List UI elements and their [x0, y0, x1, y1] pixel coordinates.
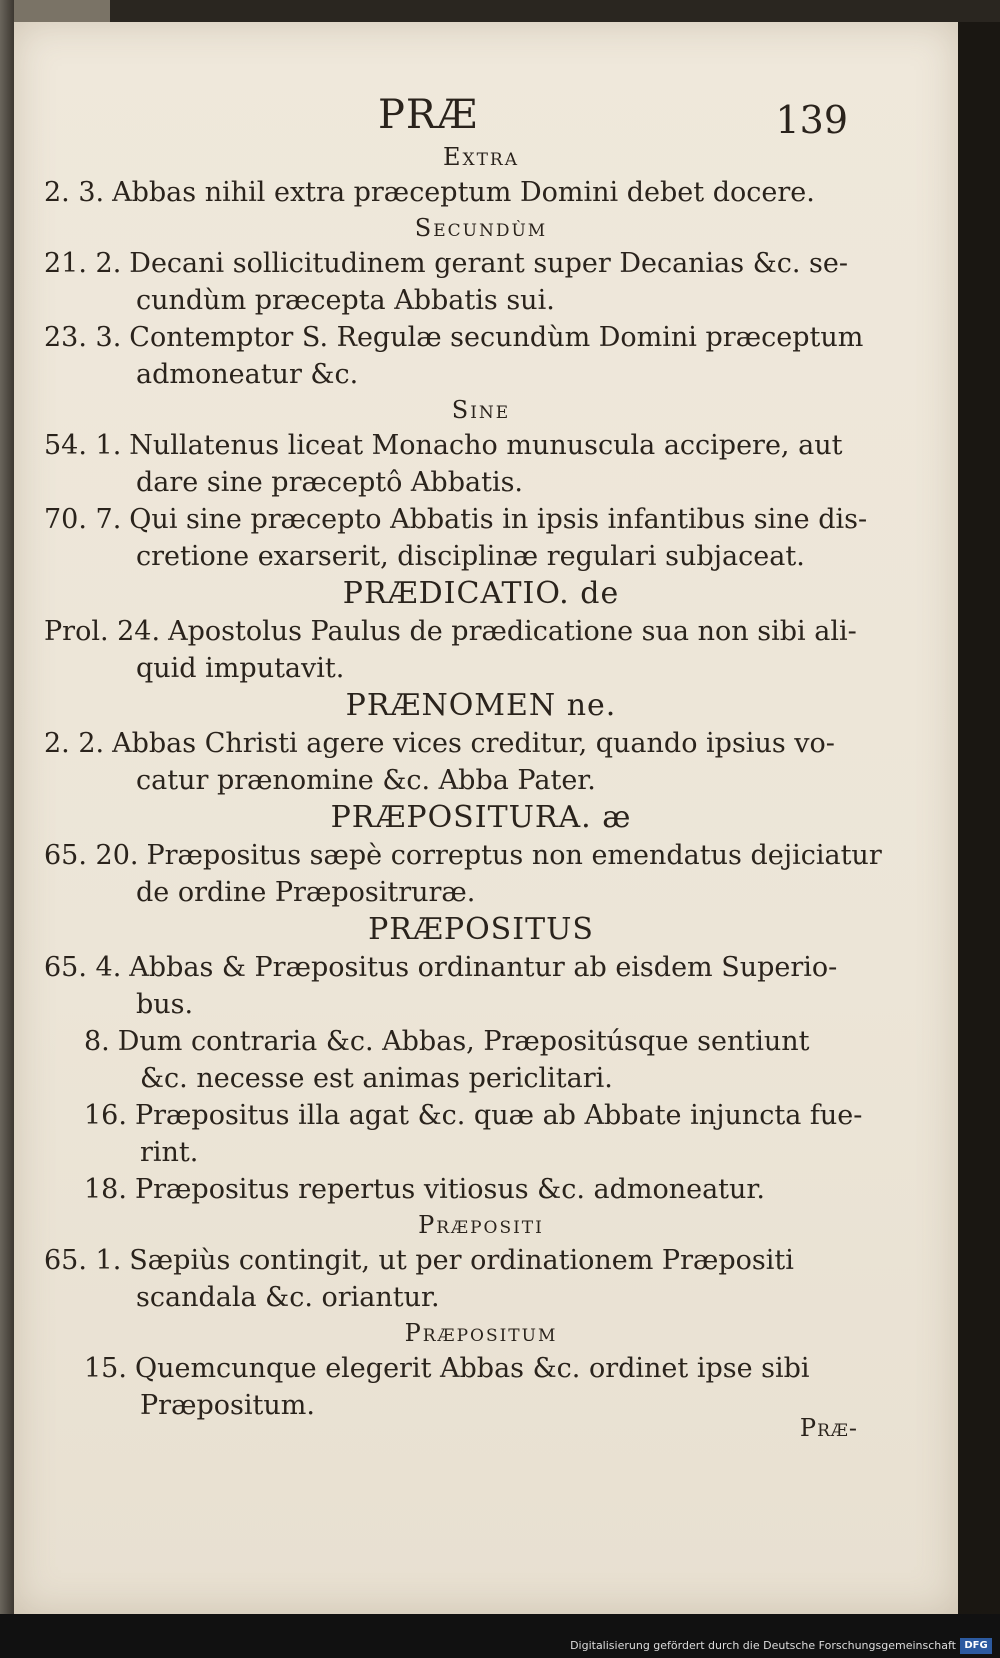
index-entry — [44, 1350, 878, 1424]
index-entry — [44, 319, 878, 393]
entry-text: Contemptor S. Regulæ secundùm Domini præceptum — [129, 322, 864, 353]
entry-text: Præpositus illa agat &c. quæ ab Abbate injuncta fue- — [134, 1100, 863, 1131]
entry-line — [44, 837, 882, 874]
entry-reference: 54. 1. — [44, 430, 122, 461]
section-heading: PRÆPOSITUS — [368, 912, 594, 947]
entry-continuation: Præpositum. — [140, 1390, 315, 1421]
section-heading: Sine — [451, 396, 511, 424]
section-heading: Præpositi — [418, 1211, 544, 1239]
index-content — [44, 140, 882, 1424]
dfg-logo: DFG — [960, 1638, 992, 1654]
entry-continuation: quid imputavit. — [136, 653, 345, 684]
entry-continuation: dare sine præceptô Abbatis. — [136, 467, 524, 498]
entry-line — [44, 1097, 878, 1134]
index-entry — [44, 949, 878, 1023]
entry-reference: 23. 3. — [44, 322, 122, 353]
index-entry — [44, 1171, 878, 1208]
entry-line — [44, 725, 878, 762]
footer-credit: Digitalisierung gefördert durch die Deutsche Forschungsgemeinschaft — [570, 1639, 956, 1652]
running-head: PRÆ — [378, 92, 479, 138]
entry-reference: Prol. 24. — [44, 616, 161, 647]
entry-line — [44, 427, 878, 464]
entry-text: Abbas & Præpositus ordinantur ab eisdem Superio- — [129, 952, 838, 983]
index-entry — [44, 501, 878, 575]
entry-text: Præpositus sæpè correptus non emendatus dejiciatur — [146, 840, 882, 871]
entry-text: Dum contraria &c. Abbas, Præpositúsque sentiunt — [117, 1026, 810, 1057]
entry-continuation: catur prænomine &c. Abba Pater. — [136, 765, 596, 796]
section-heading: PRÆNOMEN ne. — [345, 688, 617, 723]
entry-continuation: &c. necesse est animas periclitari. — [140, 1063, 613, 1094]
entry-reference: 2. 2. — [44, 728, 105, 759]
entry-reference: 15. — [84, 1353, 127, 1384]
entry-line — [44, 1242, 878, 1279]
index-entry — [44, 837, 882, 911]
entry-reference: 2. 3. — [44, 177, 105, 208]
index-entry — [44, 725, 878, 799]
section-heading: Præpositum — [404, 1319, 558, 1347]
entry-reference: 8. — [84, 1026, 110, 1057]
scan-top-border — [0, 0, 1000, 22]
index-entry — [44, 613, 878, 687]
entry-line — [44, 949, 878, 986]
entry-text: Præpositus repertus vitiosus &c. admoneatur. — [134, 1174, 765, 1205]
entry-continuation: cundùm præcepta Abbatis sui. — [136, 285, 555, 316]
section-heading: PRÆPOSITURA. æ — [330, 800, 632, 835]
catchword: Præ- — [799, 1414, 858, 1442]
index-entry — [44, 1023, 878, 1097]
page-header — [14, 70, 958, 140]
section-heading: PRÆDICATIO. de — [342, 576, 620, 611]
entry-continuation: cretione exarserit, disciplinæ regulari subjaceat. — [136, 541, 805, 572]
entry-line — [44, 174, 878, 211]
entry-continuation: scandala &c. oriantur. — [136, 1282, 440, 1313]
entry-reference: 65. 1. — [44, 1245, 122, 1276]
entry-reference: 16. — [84, 1100, 127, 1131]
entry-reference: 18. — [84, 1174, 127, 1205]
entry-text: Qui sine præcepto Abbatis in ipsis infantibus sine dis- — [129, 504, 868, 535]
entry-line — [44, 319, 878, 356]
entry-line — [44, 613, 878, 650]
entry-text: Decani sollicitudinem gerant super Decanias &c. se- — [129, 248, 849, 279]
entry-text: Apostolus Paulus de prædicatione sua non sibi ali- — [168, 616, 857, 647]
entry-text: Abbas nihil extra præceptum Domini debet docere. — [112, 177, 815, 208]
page-number: 139 — [775, 98, 848, 142]
entry-text: Abbas Christi agere vices creditur, quando ipsius vo- — [112, 728, 835, 759]
entry-line — [44, 1171, 878, 1208]
section-heading: Extra — [442, 143, 520, 171]
entry-text: Nullatenus liceat Monacho munuscula accipere, aut — [129, 430, 843, 461]
index-entry — [44, 427, 878, 501]
entry-line — [44, 1350, 878, 1387]
entry-line — [44, 245, 878, 282]
entry-reference: 65. 20. — [44, 840, 139, 871]
section-heading: Secundùm — [414, 214, 548, 242]
entry-continuation: admoneatur &c. — [136, 359, 359, 390]
index-entry — [44, 1242, 878, 1316]
entry-reference: 21. 2. — [44, 248, 122, 279]
footer-bar — [0, 1614, 1000, 1658]
entry-continuation: de ordine Præpositruræ. — [136, 877, 476, 908]
scan-left-edge — [0, 0, 14, 1658]
entry-continuation: rint. — [140, 1137, 199, 1168]
index-entry — [44, 1097, 878, 1171]
entry-continuation: bus. — [136, 989, 194, 1020]
entry-line — [44, 1023, 878, 1060]
entry-text: Sæpiùs contingit, ut per ordinationem Præpositi — [129, 1245, 794, 1276]
entry-line — [44, 501, 878, 538]
index-entry — [44, 174, 878, 211]
entry-reference: 70. 7. — [44, 504, 122, 535]
index-entry — [44, 245, 878, 319]
entry-reference: 65. 4. — [44, 952, 122, 983]
entry-text: Quemcunque elegerit Abbas &c. ordinet ipse sibi — [134, 1353, 810, 1384]
book-page — [14, 22, 958, 1614]
